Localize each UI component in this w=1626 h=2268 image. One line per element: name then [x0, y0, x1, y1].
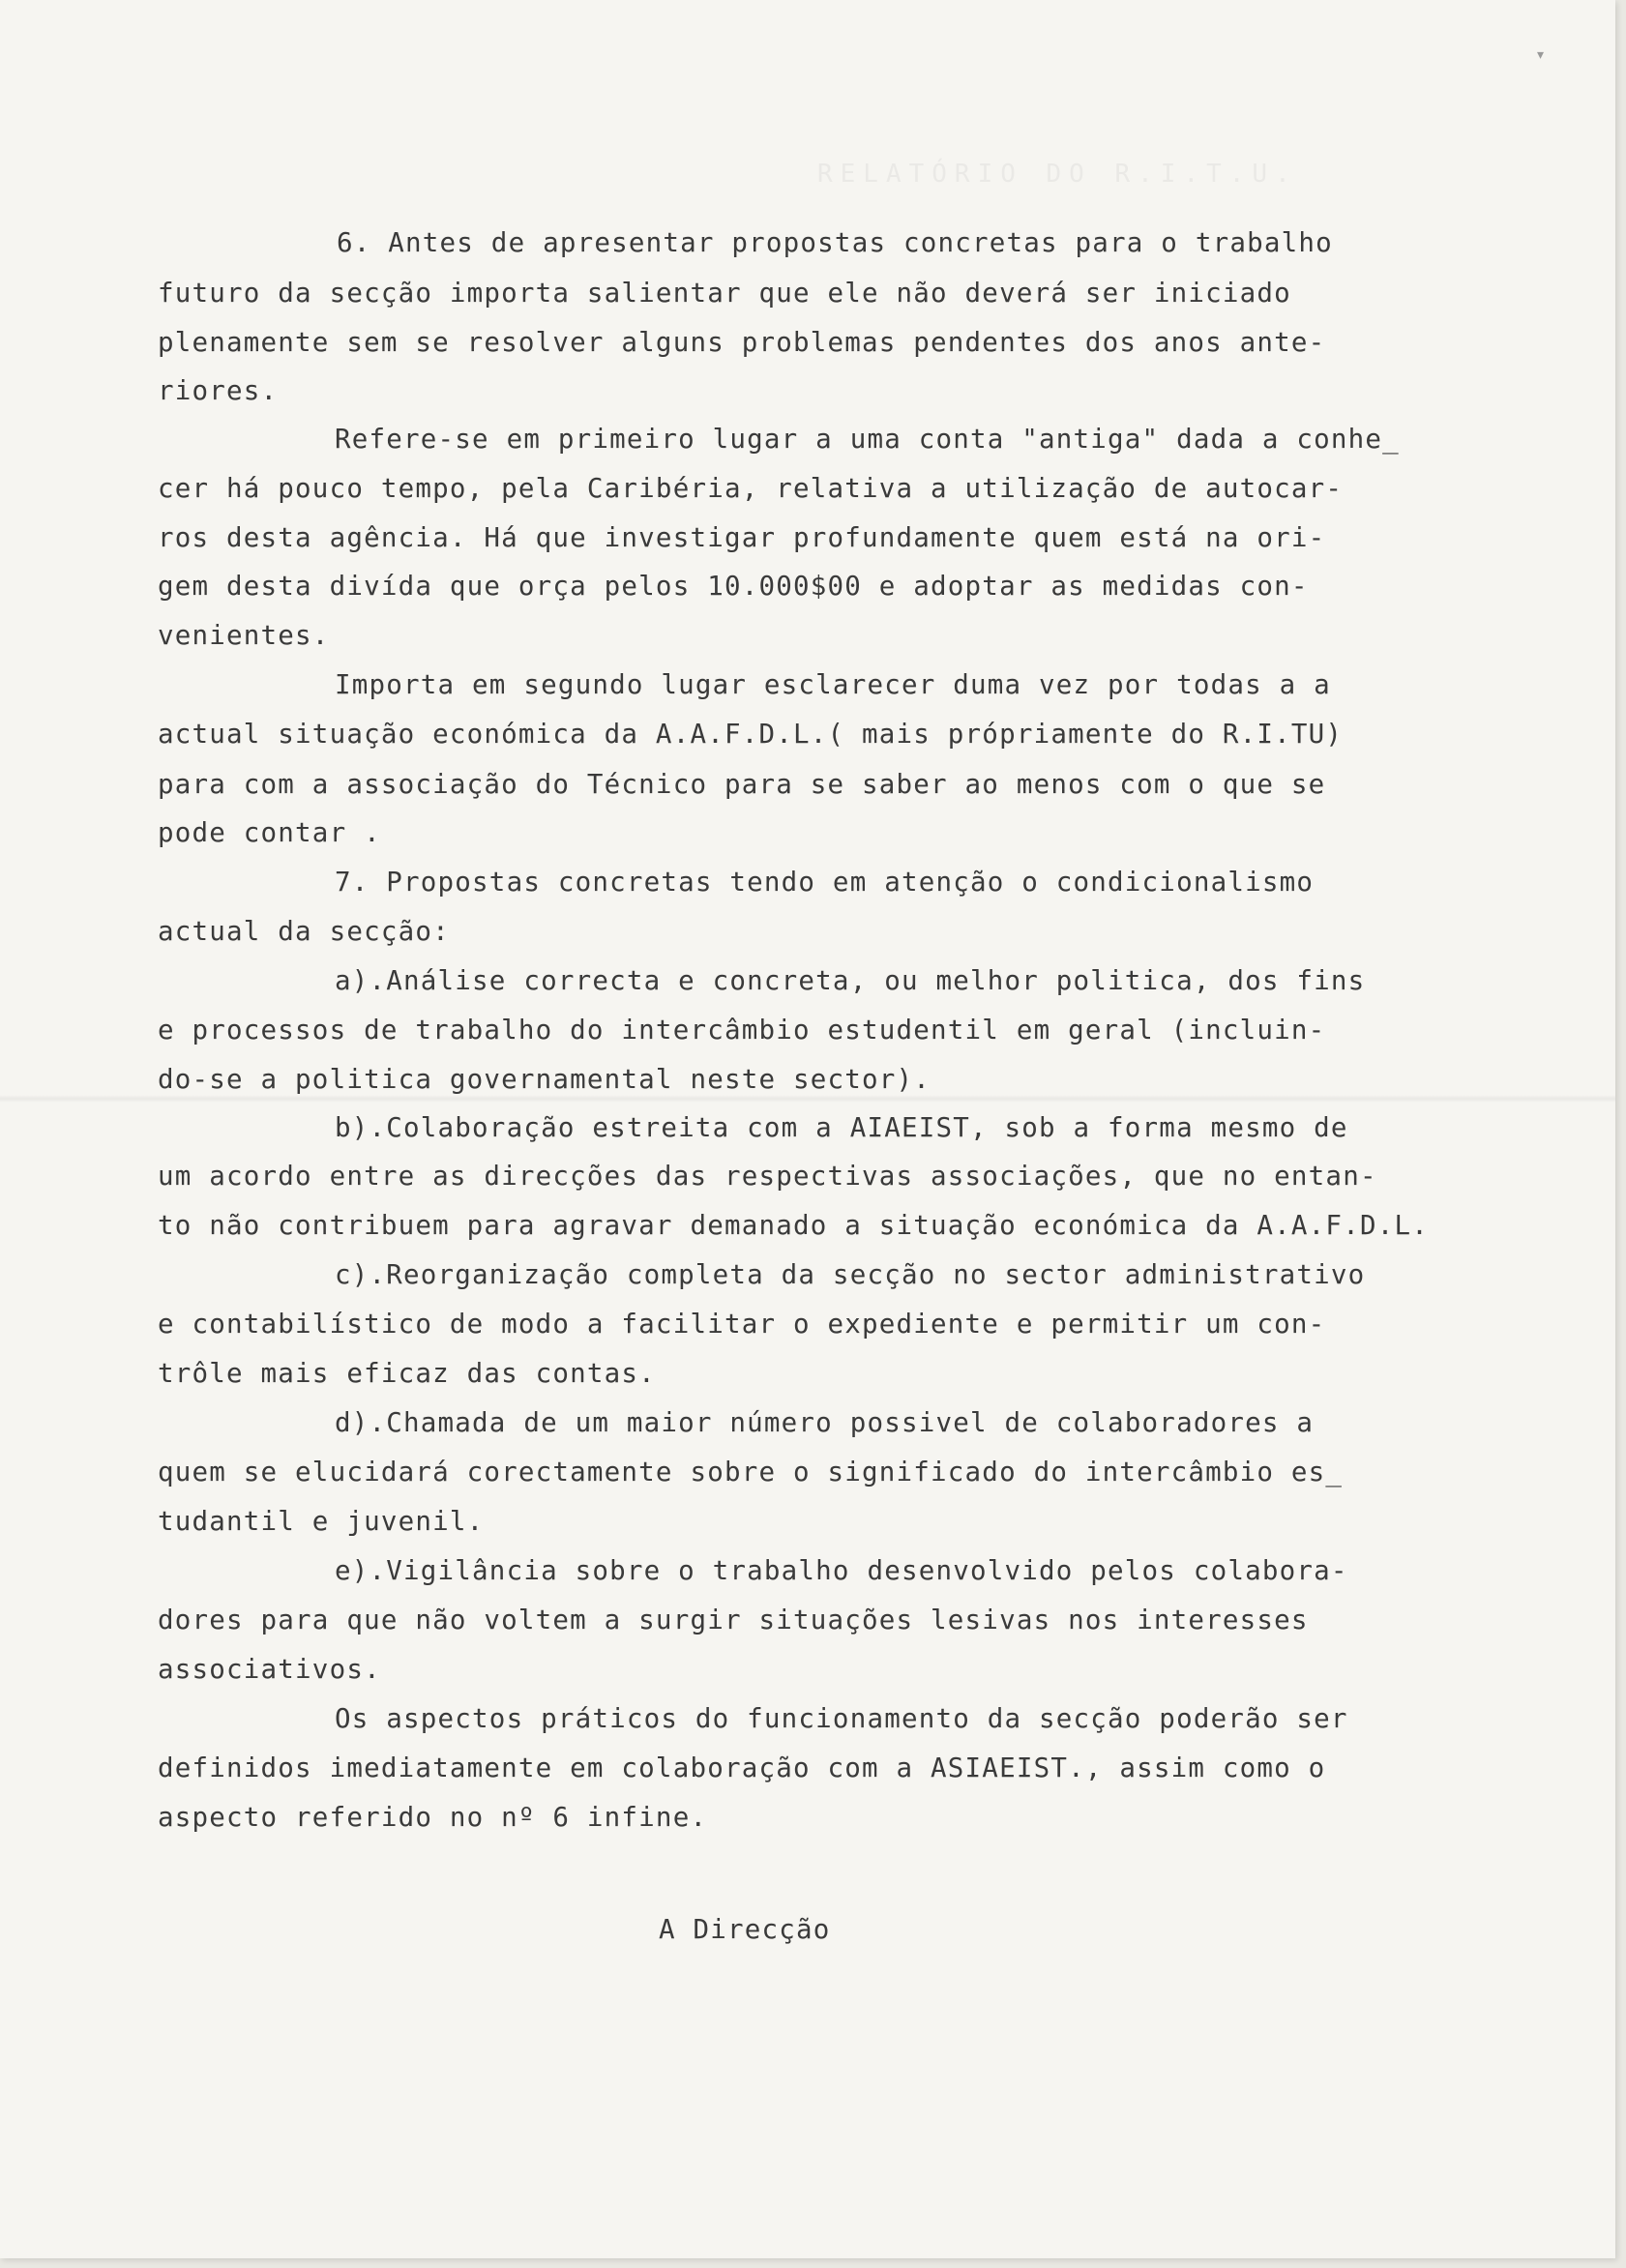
final-line2: definidos imediatamente em colaboração com a ASIAEIST., assim como o [158, 1753, 1326, 1783]
item-a-line2: e processos de trabalho do intercâmbio estudentil em geral (incluin- [158, 1015, 1326, 1046]
item-d-line1: d).Chamada de um maior número possivel de colaboradores a [335, 1407, 1315, 1438]
refere-line1: Refere-se em primeiro lugar a uma conta "antiga" dada a conhe_ [335, 424, 1400, 455]
final-line1: Os aspectos práticos do funcionamento da secção poderão ser [335, 1703, 1348, 1734]
item-b-line1: b).Colaboração estreita com a AIAEIST, sob a forma mesmo de [335, 1112, 1348, 1143]
importa-line2: actual situação económica da A.A.F.D.L.( mais própriamente do R.I.TU) [158, 719, 1344, 750]
item-c-line2: e contabilístico de modo a facilitar o expediente e permitir um con- [158, 1309, 1326, 1340]
para6-line3: plenamente sem se resolver alguns problemas pendentes dos anos ante- [158, 327, 1326, 358]
item-b-line3: to não contribuem para agravar demanado a situação económica da A.A.F.D.L. [158, 1210, 1429, 1241]
item-e-line3: associativos. [158, 1654, 381, 1685]
refere-line3: ros desta agência. Há que investigar profundamente quem está na ori- [158, 522, 1326, 553]
para6-line1: 6. Antes de apresentar propostas concretas para o trabalho [337, 227, 1333, 258]
importa-line4: pode contar . [158, 817, 381, 848]
paper-fold [0, 1095, 1615, 1103]
para6-line2: futuro da secção importa salientar que ele não deverá ser iniciado [158, 278, 1291, 309]
item-d-line3: tudantil e juvenil. [158, 1506, 485, 1537]
item-a-line3: do-se a politica governamental neste sector). [158, 1064, 931, 1095]
para6-line4: riores. [158, 375, 279, 406]
bleed-through-title: RELATÓRIO DO R.I.T.U. [817, 160, 1298, 189]
signature: A Direcção [659, 1914, 831, 1945]
item-e-line1: e).Vigilância sobre o trabalho desenvolvido pelos colabora- [335, 1555, 1348, 1586]
refere-line4: gem desta divída que orça pelos 10.000$00 e adoptar as medidas con- [158, 571, 1309, 602]
item-b-line2: um acordo entre as direcções das respectivas associações, que no entan- [158, 1161, 1377, 1192]
item-c-line3: trôle mais eficaz das contas. [158, 1358, 656, 1389]
item-d-line2: quem se elucidará corectamente sobre o significado do intercâmbio es_ [158, 1457, 1344, 1487]
final-line3: aspecto referido no nº 6 infine. [158, 1802, 708, 1833]
refere-line5: venientes. [158, 620, 330, 651]
para7-line2: actual da secção: [158, 916, 450, 947]
refere-line2: cer há pouco tempo, pela Caribéria, relativa a utilização de autocar- [158, 473, 1344, 504]
para7-line1: 7. Propostas concretas tendo em atenção o condicionalismo [335, 867, 1315, 898]
importa-line3: para com a associação do Técnico para se saber ao menos com o que se [158, 769, 1326, 800]
pin-mark-icon: ▾ [1537, 47, 1545, 63]
item-c-line1: c).Reorganização completa da secção no sector administrativo [335, 1259, 1366, 1290]
item-e-line2: dores para que não voltem a surgir situações lesivas nos interesses [158, 1605, 1309, 1635]
item-a-line1: a).Análise correcta e concreta, ou melhor politica, dos fins [335, 965, 1366, 996]
importa-line1: Importa em segundo lugar esclarecer duma vez por todas a a [335, 669, 1331, 700]
